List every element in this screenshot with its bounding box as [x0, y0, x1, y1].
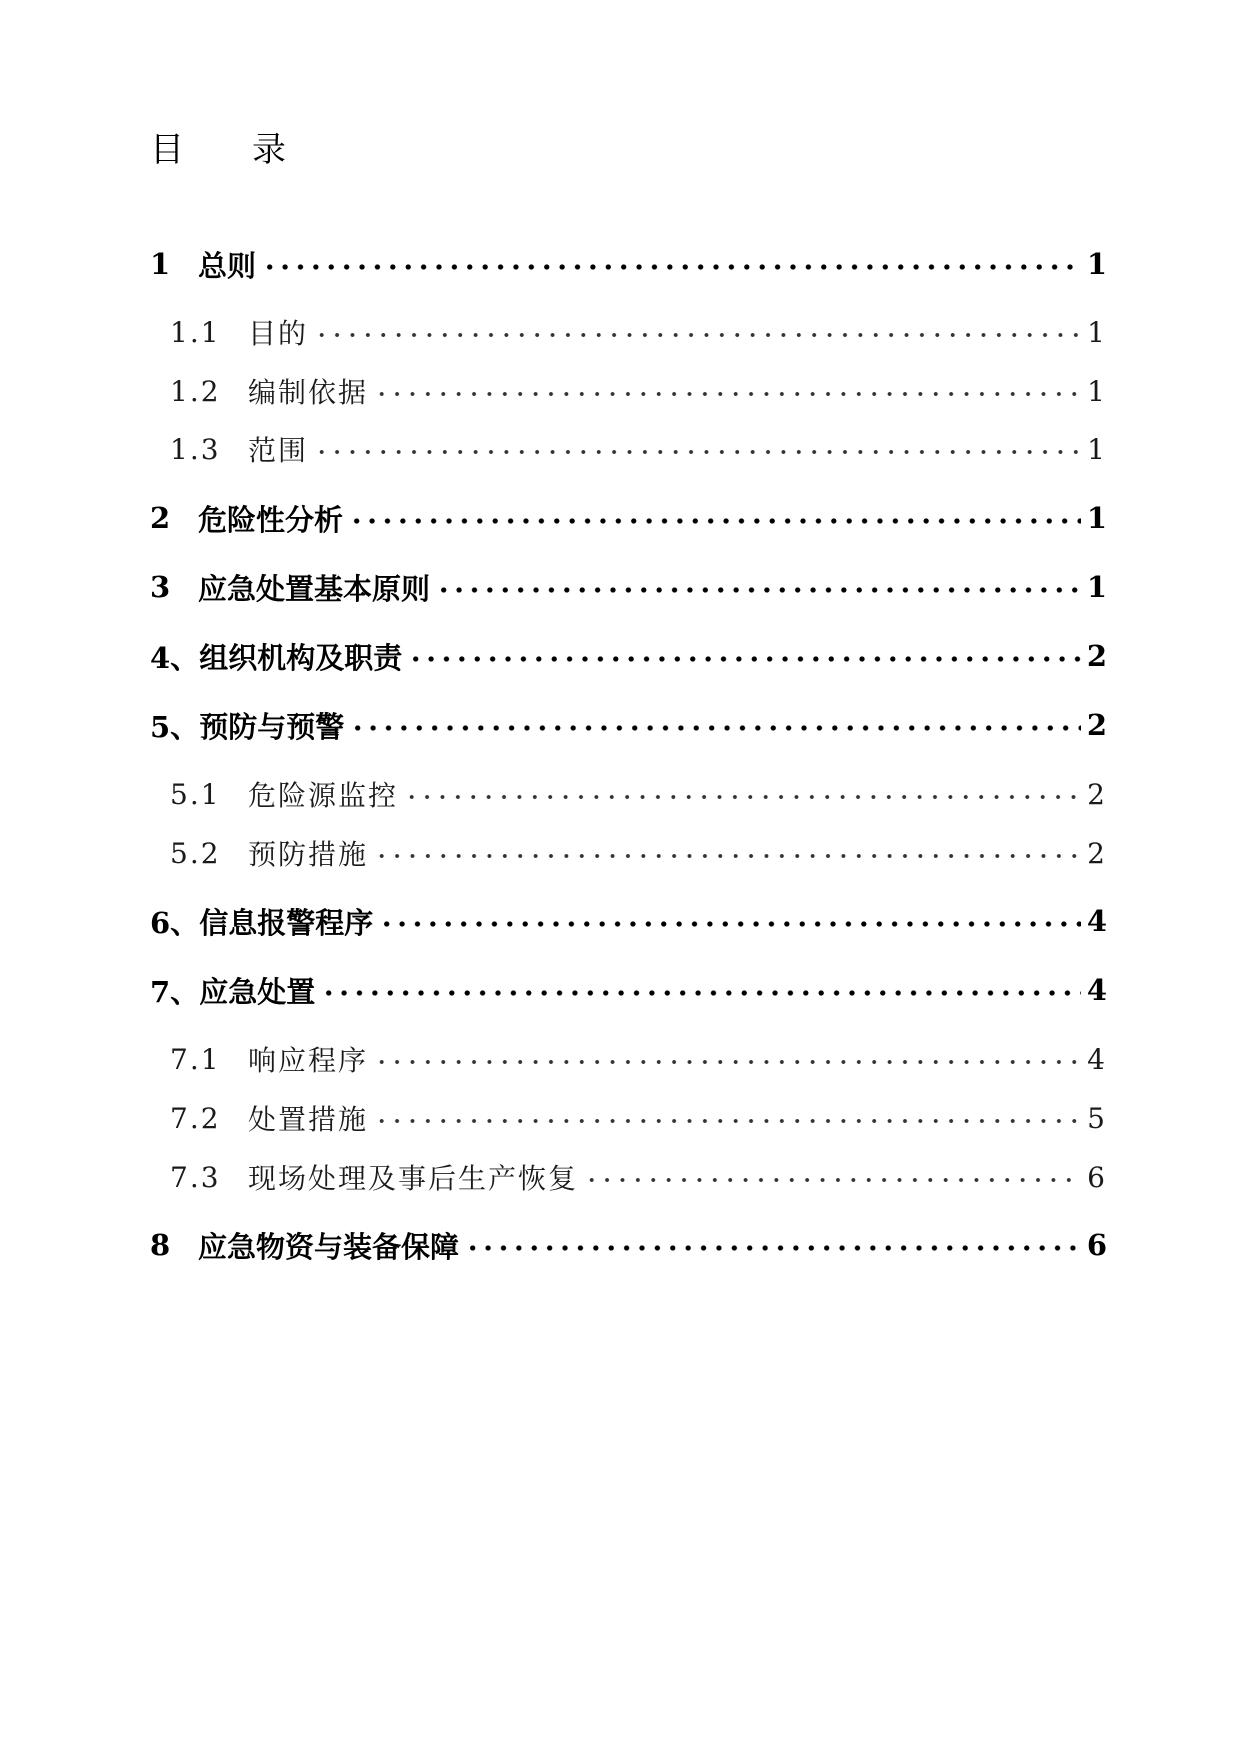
toc-entry-page: 6 — [1086, 1228, 1107, 1262]
toc-dot-leader — [349, 518, 1081, 524]
toc-entry-title: 处置措施 — [248, 1103, 369, 1136]
toc-entry-page: 2 — [1087, 777, 1107, 811]
toc-dot-leader — [408, 656, 1081, 662]
toc-entry-number: 5、 — [150, 709, 200, 744]
toc-entry-number: 1.2 — [170, 374, 221, 408]
toc-entry-number: 1 — [150, 247, 171, 281]
toc-entry[interactable] — [150, 562, 1107, 612]
toc-entry-title: 总则 — [198, 248, 257, 283]
toc-entry-page: 1 — [1086, 501, 1107, 535]
toc-entry-number: 7.3 — [170, 1160, 221, 1194]
toc-subentry[interactable] — [170, 1034, 1107, 1084]
toc-entry-page: 6 — [1087, 1160, 1107, 1194]
toc-dot-leader — [436, 587, 1081, 593]
toc-entry[interactable] — [150, 493, 1107, 543]
toc-entry-page: 4 — [1087, 1042, 1107, 1076]
toc-entry-page: 4 — [1086, 973, 1107, 1007]
toc-dot-leader — [374, 391, 1081, 397]
toc-entry-page: 2 — [1086, 639, 1107, 673]
toc-entry-title: 危险性分析 — [198, 502, 344, 537]
toc-dot-leader — [374, 853, 1081, 859]
toc-dot-leader — [321, 990, 1081, 996]
toc-entry-page: 2 — [1086, 708, 1107, 742]
toc-dot-leader — [314, 449, 1081, 455]
toc-subentry[interactable] — [170, 366, 1107, 416]
toc-entry-title: 编制依据 — [248, 376, 369, 409]
toc-entry-number: 1.3 — [170, 432, 221, 466]
toc-entry-number: 7、 — [150, 974, 200, 1009]
toc-title: 目 录 — [150, 130, 286, 170]
toc-entry-title: 预防措施 — [248, 838, 369, 871]
toc-entry-title: 组织机构及职责 — [199, 640, 403, 675]
toc-subentry[interactable] — [170, 1152, 1107, 1202]
toc-subentry[interactable] — [170, 769, 1107, 819]
toc-entry-number: 6、 — [150, 905, 200, 940]
toc-dot-leader — [379, 921, 1081, 927]
toc-dot-leader — [350, 725, 1081, 731]
toc-entry[interactable] — [150, 965, 1107, 1015]
toc-entry[interactable] — [150, 1220, 1107, 1270]
toc-entry-number: 5.1 — [170, 777, 221, 811]
toc-entry-page: 2 — [1087, 836, 1107, 870]
toc-entry[interactable] — [150, 631, 1107, 681]
toc-entry-number: 7.2 — [170, 1101, 221, 1135]
toc-entry-page: 1 — [1087, 315, 1107, 349]
toc-subentry[interactable] — [170, 307, 1107, 357]
toc-entry-title: 信息报警程序 — [199, 905, 374, 940]
toc-entry-number: 7.1 — [170, 1042, 221, 1076]
toc-entry-title: 危险源监控 — [248, 779, 399, 812]
toc-entry-number: 3 — [150, 570, 171, 604]
toc-entry[interactable] — [150, 700, 1107, 750]
toc-entry-page: 1 — [1087, 432, 1107, 466]
toc-subentry[interactable] — [170, 828, 1107, 878]
toc-subentry[interactable] — [170, 1093, 1107, 1143]
toc-entry-page: 5 — [1087, 1101, 1107, 1135]
toc-dot-leader — [262, 264, 1081, 270]
toc-entry-title: 预防与预警 — [199, 709, 345, 744]
toc-dot-leader — [584, 1177, 1081, 1183]
toc-entry[interactable] — [150, 896, 1107, 946]
toc-dot-leader — [314, 332, 1081, 338]
toc-entry-number: 1.1 — [170, 315, 221, 349]
toc-entry-page: 4 — [1086, 904, 1107, 938]
toc-entry-page: 1 — [1086, 570, 1107, 604]
toc-entry-title: 应急处置 — [199, 974, 316, 1009]
toc-entry-page: 1 — [1086, 247, 1107, 281]
toc-entry-title: 应急物资与装备保障 — [198, 1229, 460, 1264]
toc-entry-number: 2 — [150, 501, 171, 535]
toc-subentry[interactable] — [170, 424, 1107, 474]
toc-entry-title: 现场处理及事后生产恢复 — [248, 1162, 579, 1195]
toc-dot-leader — [404, 794, 1081, 800]
toc-entry-title: 范围 — [248, 434, 309, 467]
toc-dot-leader — [374, 1118, 1081, 1124]
toc-entry-number: 4、 — [150, 640, 200, 675]
toc-entry-title: 应急处置基本原则 — [198, 571, 431, 606]
toc-entry-number: 8 — [150, 1228, 171, 1262]
toc-entry-title: 响应程序 — [248, 1044, 369, 1077]
toc-entry[interactable] — [150, 239, 1107, 289]
toc-dot-leader — [465, 1245, 1081, 1251]
toc-dot-leader — [374, 1059, 1081, 1065]
toc-entry-number: 5.2 — [170, 836, 221, 870]
toc-entry-page: 1 — [1087, 374, 1107, 408]
toc-entry-title: 目的 — [248, 317, 309, 350]
